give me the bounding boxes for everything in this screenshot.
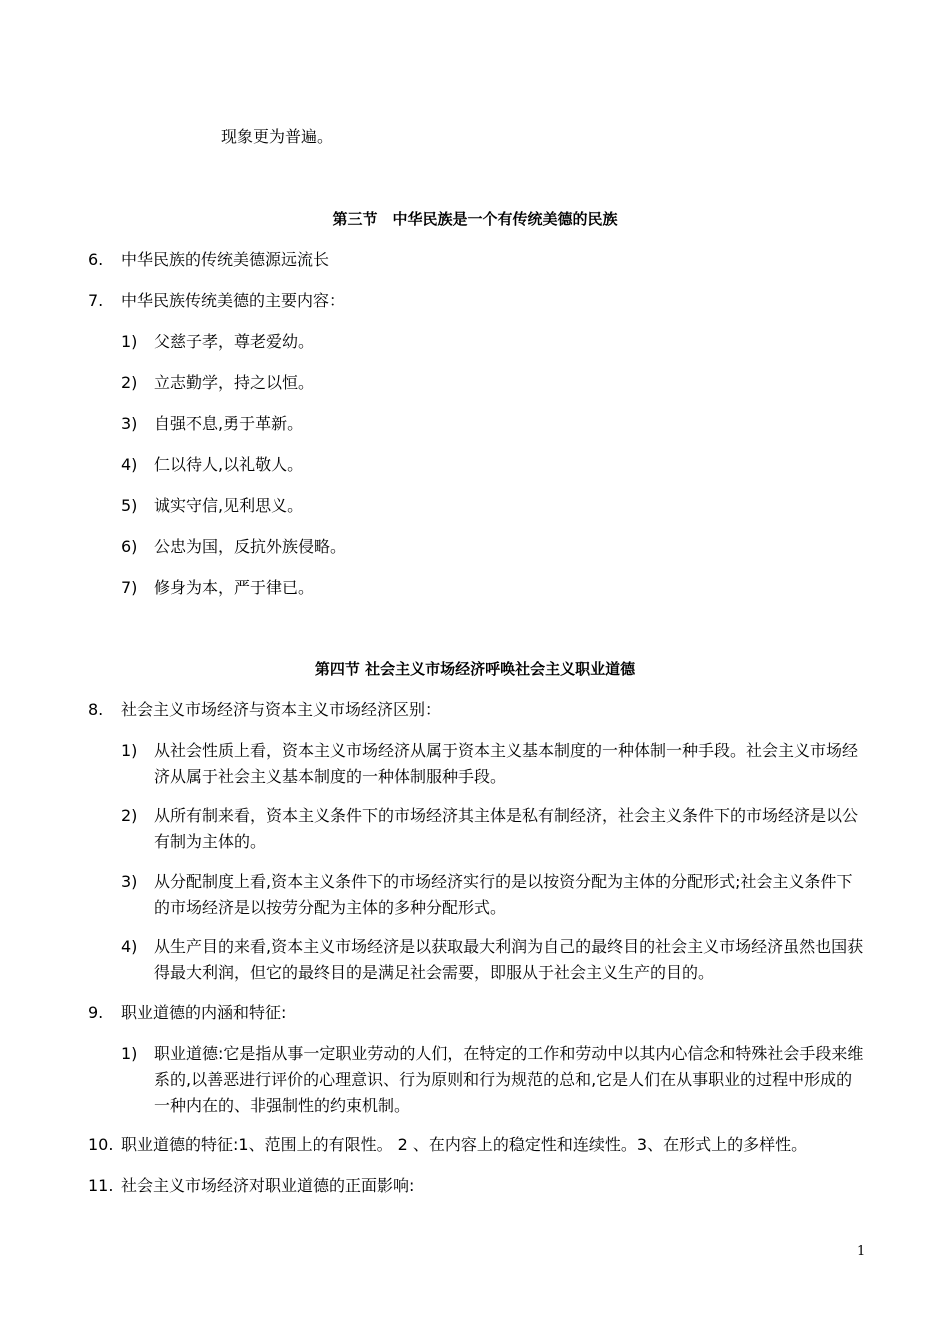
subitem-text: 自强不息,勇于革新。	[154, 414, 304, 433]
page-number: 1	[857, 1244, 866, 1259]
item-8-text: 社会主义市场经济与资本主义市场经济区别：	[121, 700, 442, 719]
item-7-number: 7.	[88, 291, 104, 310]
subitem-text: 修身为本，严于律已。	[154, 578, 315, 597]
subitem-number: 1)	[121, 741, 138, 760]
subitem-text: 仁以待人,以礼敬人。	[154, 455, 304, 474]
subitem-text: 父慈子孝，尊老爱幼。	[154, 332, 315, 351]
item-6-number: 6.	[88, 250, 104, 269]
item-10-number: 10.	[88, 1135, 114, 1154]
subitem-number: 3)	[121, 872, 138, 891]
subitem-number: 5)	[121, 496, 138, 515]
subitem-text: 从分配制度上看,资本主义条件下的市场经济实行的是以按资分配为主体的分配形式;社会主义条件下的市场经济是以按劳分配为主体的多种分配形式。	[154, 872, 853, 917]
section-4-heading: 第四节 社会主义市场经济呼唤社会主义职业道德	[314, 660, 636, 678]
subitem-number: 2)	[121, 806, 138, 825]
item-10-text: 职业道德的特征:1、范围上的有限性。 2 、在内容上的稳定性和连续性。3、在形式上的多样性。	[121, 1135, 808, 1154]
subitem-number: 7)	[121, 578, 138, 597]
subitem-text: 职业道德:它是指从事一定职业劳动的人们，在特定的工作和劳动中以其内心信念和特殊社会手段来维系的,以善恶进行评价的心理意识、行为原则和行为规范的总和,它是人们在从事职业的过程中形成的一种内在的、非强制性的约束机制。	[154, 1044, 864, 1115]
subitem-text: 从生产目的来看,资本主义市场经济是以获取最大利润为自己的最终目的社会主义市场经济虽然也国获得最大利润，但它的最终目的是满足社会需要，即服从于社会主义生产的目的。	[154, 937, 864, 982]
item-11-text: 社会主义市场经济对职业道德的正面影响:	[121, 1176, 415, 1195]
subitem-number: 1)	[121, 1044, 138, 1063]
subitem-text: 诚实守信,见利思义。	[154, 496, 304, 515]
item-8-number: 8.	[88, 700, 104, 719]
continuation-text: 现象更为普遍。	[221, 127, 334, 146]
subitem-text: 立志勤学，持之以恒。	[154, 373, 315, 392]
subitem-text: 公忠为国，反抗外族侵略。	[154, 537, 347, 556]
subitem-number: 3)	[121, 414, 138, 433]
subitem-text: 从所有制来看，资本主义条件下的市场经济其主体是私有制经济，社会主义条件下的市场经济是以公有制为主体的。	[154, 806, 859, 851]
subitem-number: 6)	[121, 537, 138, 556]
subitem-number: 1)	[121, 332, 138, 351]
item-9-number: 9.	[88, 1003, 104, 1022]
item-11-number: 11.	[88, 1176, 114, 1195]
item-7-text: 中华民族传统美德的主要内容：	[121, 291, 346, 310]
item-6-text: 中华民族的传统美德源远流长	[121, 250, 330, 269]
subitem-number: 4)	[121, 937, 138, 956]
item-9-text: 职业道德的内涵和特征:	[121, 1003, 287, 1022]
section-3-heading: 第三节 中华民族是一个有传统美德的民族	[332, 210, 618, 228]
subitem-text: 从社会性质上看，资本主义市场经济从属于资本主义基本制度的一种体制一种手段。社会主义市场经济从属于社会主义基本制度的一种体制服种手段。	[154, 741, 859, 786]
subitem-number: 4)	[121, 455, 138, 474]
subitem-number: 2)	[121, 373, 138, 392]
